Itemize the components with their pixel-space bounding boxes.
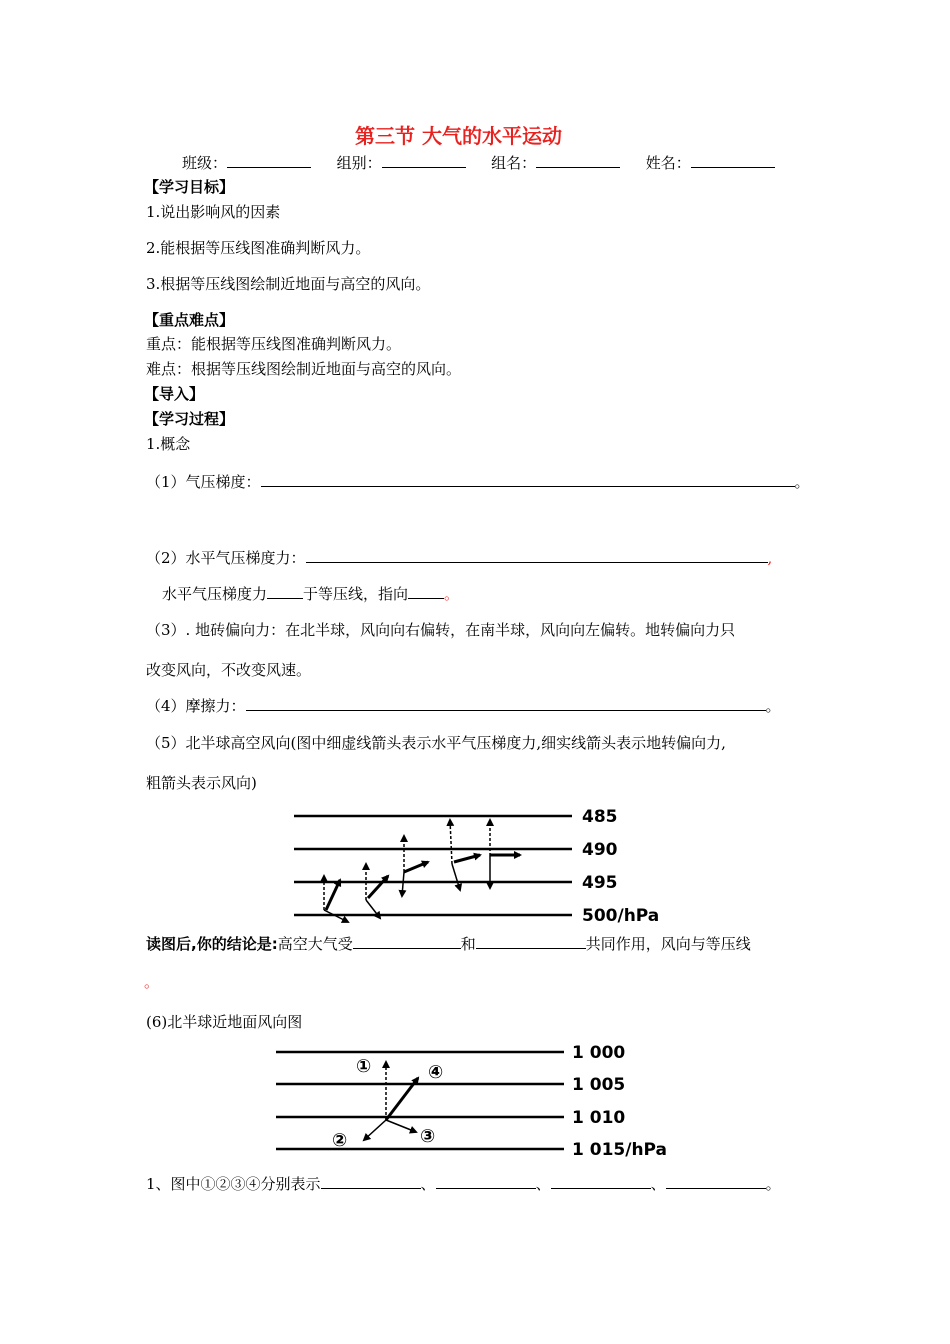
goals-heading: 【学习目标】	[144, 178, 235, 196]
q2-label: （2）水平气压梯度力：	[146, 549, 306, 567]
goal-item-3: 3.根据等压线图绘制近地面与高空的风向。	[146, 275, 431, 293]
q4-label: （4）摩擦力：	[146, 697, 246, 715]
q2b-blank-2[interactable]	[408, 584, 444, 599]
final-sep-1: 、	[420, 1175, 436, 1193]
final-blank-1[interactable]	[321, 1174, 421, 1189]
final-sep-2: 、	[535, 1175, 551, 1193]
isobar-label-1005: 1 005	[572, 1075, 626, 1095]
q2b-end: 。	[444, 585, 460, 603]
info-line	[182, 153, 775, 173]
q3-line-2: 改变风向，不改变风速。	[146, 661, 312, 679]
key-points-heading: 【重点难点】	[144, 311, 235, 329]
goal-item-1: 1.说出影响风的因素	[146, 203, 281, 221]
intro-heading: 【导入】	[144, 385, 205, 403]
conclusion-lead: 读图后,你的结论是:	[146, 935, 278, 953]
final-blank-4[interactable]	[666, 1174, 766, 1189]
group-blank[interactable]	[382, 153, 466, 168]
final-end: 。	[765, 1175, 781, 1193]
q2-end: ,	[767, 549, 773, 567]
q3-line-1: （3）. 地砖偏向力：在北半球，风向向右偏转，在南半球，风向向左偏转。地转偏向力只	[146, 621, 736, 639]
wind-arrow-group-2	[366, 864, 388, 918]
class-blank[interactable]	[227, 153, 311, 168]
goal-item-2: 2.能根据等压线图准确判断风力。	[146, 239, 371, 257]
focus-text: 重点：能根据等压线图准确判断风力。	[146, 335, 402, 353]
marker-4: ④	[428, 1062, 444, 1083]
isobar-label-1010: 1 010	[572, 1108, 626, 1128]
name-blank[interactable]	[691, 153, 775, 168]
isobar-label-490: 490	[582, 840, 618, 860]
surface-wind-figure	[270, 1036, 690, 1162]
final-blank-2[interactable]	[436, 1174, 536, 1189]
marker-2: ②	[332, 1130, 348, 1151]
q1-end: 。	[794, 473, 810, 491]
marker-1: ①	[356, 1056, 372, 1077]
conclusion-blank-2[interactable]	[476, 934, 586, 949]
q4-end: 。	[765, 697, 781, 715]
q2b-part1: 水平气压梯度力	[162, 585, 268, 603]
wind-arrow-group-5	[490, 820, 520, 888]
conclusion-part2: 和	[460, 935, 476, 953]
q5-line-2: 粗箭头表示风向)	[146, 774, 257, 792]
conclusion-part1: 高空大气受	[277, 935, 353, 953]
wind-arrow-group-3	[402, 836, 428, 896]
isobar-label-495: 495	[582, 873, 618, 893]
q2b-blank-1[interactable]	[267, 584, 303, 599]
q2-line	[146, 548, 772, 568]
final-blank-3[interactable]	[551, 1174, 651, 1189]
q2b-part2: 于等压线，指向	[303, 585, 409, 603]
coriolis-arrow	[386, 1120, 416, 1132]
isobar-label-1015: 1 015/hPa	[572, 1140, 668, 1160]
q1-blank[interactable]	[261, 472, 795, 487]
surface-wind-arrows	[364, 1062, 418, 1140]
concept-heading: 1.概念	[146, 435, 191, 453]
q5-line-1: （5）北半球高空风向(图中细虚线箭头表示水平气压梯度力,细实线箭头表示地转偏向力,	[146, 734, 726, 752]
q2-blank[interactable]	[306, 548, 768, 563]
conclusion-blank-1[interactable]	[353, 934, 461, 949]
isobar-label-485: 485	[582, 807, 618, 827]
final-label: 1、图中①②③④分别表示	[146, 1175, 321, 1193]
class-label: 班级：	[182, 154, 228, 172]
group-name-label: 组名：	[491, 154, 537, 172]
name-label: 姓名：	[645, 154, 691, 172]
group-name-blank[interactable]	[536, 153, 620, 168]
q4-blank[interactable]	[246, 696, 766, 711]
isobar-label-1000: 1 000	[572, 1043, 626, 1063]
friction-arrow	[364, 1120, 386, 1140]
page-title: 第三节 大气的水平运动	[355, 124, 562, 148]
q4-line	[146, 696, 781, 716]
q2b-line	[162, 584, 459, 604]
final-sep-3: 、	[650, 1175, 666, 1193]
q1-label: （1）气压梯度：	[146, 473, 261, 491]
conclusion-end: 。	[144, 973, 160, 991]
group-label: 组别：	[336, 154, 382, 172]
marker-3: ③	[420, 1126, 436, 1147]
conclusion-part3: 共同作用，风向与等压线	[585, 935, 751, 953]
upper-wind-figure	[290, 800, 670, 932]
conclusion-line	[146, 934, 751, 954]
q6-label: (6)北半球近地面风向图	[146, 1013, 303, 1031]
process-heading: 【学习过程】	[144, 410, 235, 428]
isobar-label-500: 500/hPa	[582, 906, 660, 926]
q1-line	[146, 472, 810, 492]
wind-arrow-group-4	[450, 820, 480, 890]
difficulty-text: 难点：根据等压线图绘制近地面与高空的风向。	[146, 360, 462, 378]
final-question-line	[146, 1174, 781, 1194]
